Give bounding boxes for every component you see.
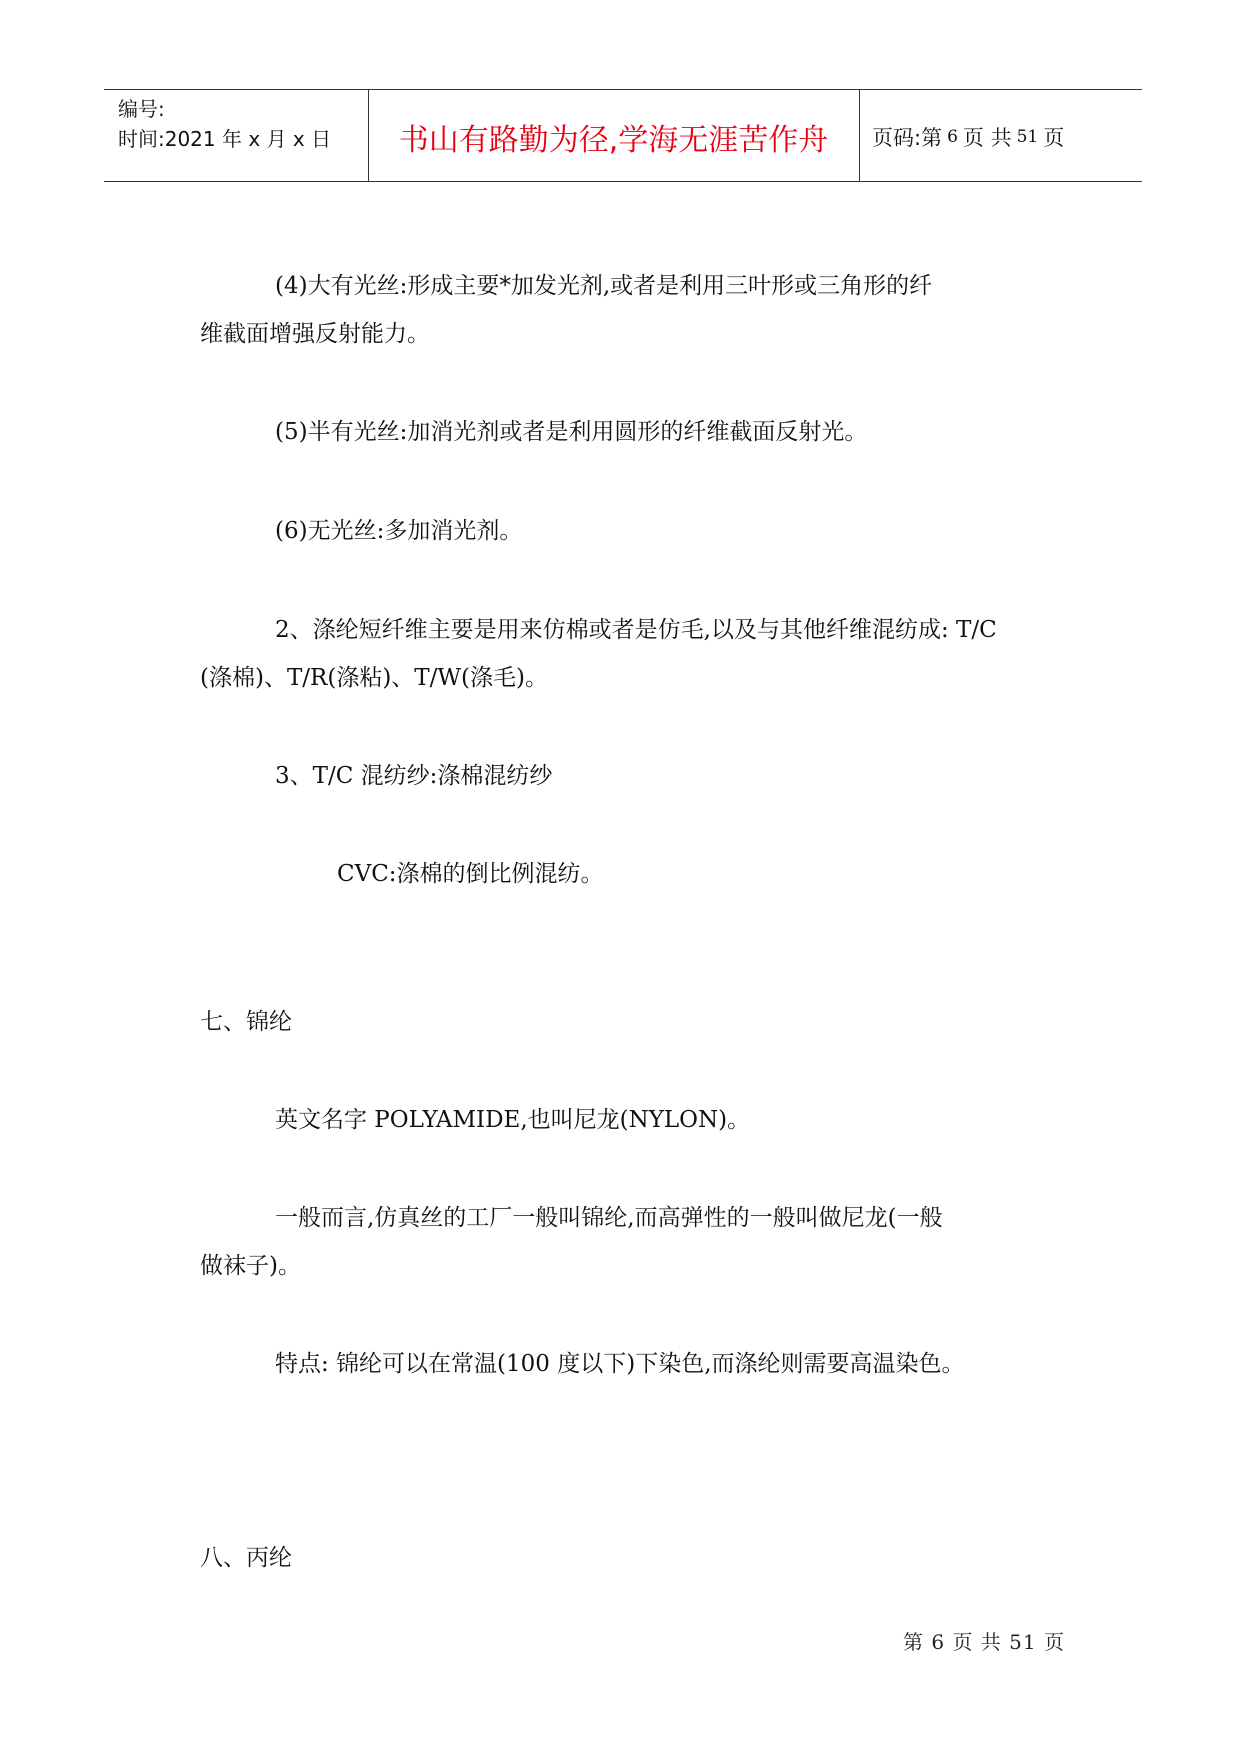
paragraph: 3、T/C 混纺纱:涤棉混纺纱	[275, 763, 553, 789]
page-middle: 页 共	[962, 125, 1012, 150]
header-divider	[859, 90, 860, 181]
page-prefix: 页码:第	[872, 125, 943, 150]
page-number: 6	[947, 126, 958, 147]
paragraph: 特点: 锦纶可以在常温(100 度以下)下染色,而涤纶则需要高温染色。	[275, 1351, 965, 1377]
paragraph: (4)大有光丝:形成主要*加发光剂,或者是利用三叶形或三角形的纤	[275, 273, 933, 299]
paragraph: 维截面增强反射能力。	[200, 321, 430, 347]
paragraph: (6)无光丝:多加消光剂。	[275, 518, 523, 544]
paragraph: CVC:涤棉的倒比例混纺。	[337, 861, 604, 887]
paragraph: 一般而言,仿真丝的工厂一般叫锦纶,而高弹性的一般叫做尼龙(一般	[275, 1205, 943, 1231]
time-label: 时间:2021 年 x 月 x 日	[118, 127, 332, 151]
section-heading: 八、丙纶	[200, 1545, 292, 1571]
header-motto: 书山有路勤为径,学海无涯苦作舟	[398, 122, 829, 158]
paragraph: 英文名字 POLYAMIDE,也叫尼龙(NYLON)。	[275, 1107, 751, 1133]
total-pages: 51	[1016, 126, 1039, 147]
page-suffix: 页	[1043, 125, 1065, 150]
paragraph: (涤棉)、T/R(涤粘)、T/W(涤毛)。	[200, 665, 548, 691]
section-heading: 七、锦纶	[200, 1009, 292, 1035]
paragraph: (5)半有光丝:加消光剂或者是利用圆形的纤维截面反射光。	[275, 419, 868, 445]
page-footer: 第 6 页 共 51 页	[903, 1630, 1065, 1654]
header-page-indicator	[872, 90, 1064, 183]
paragraph: 做袜子)。	[200, 1253, 301, 1279]
doc-number-label: 编号:	[118, 97, 165, 121]
paragraph: 2、涤纶短纤维主要是用来仿棉或者是仿毛,以及与其他纤维混纺成: T/C	[275, 617, 997, 643]
page-header	[104, 89, 1142, 182]
header-meta	[118, 94, 331, 154]
